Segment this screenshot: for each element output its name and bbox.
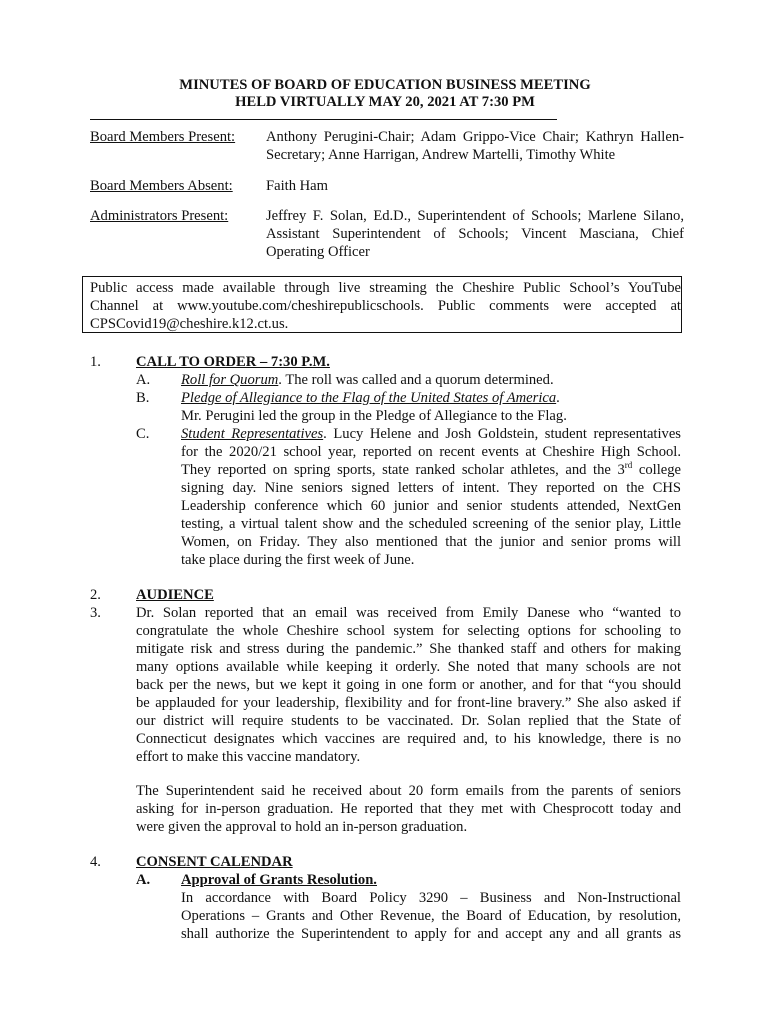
- s3p2-line: asking for in-person graduation. He reported that they met with Chesprocott today and: [136, 801, 681, 817]
- notice-line-3: CPSCovid19@cheshire.k12.ct.us.: [90, 316, 289, 332]
- item-1c-line-6: testing, a virtual talent show and the scheduled screening of the senior play, Little: [181, 516, 681, 532]
- s3p1-line: mitigate risk and stress during the pandemic.” She thanked staff and others for making: [136, 641, 681, 657]
- item-1b-title: Pledge of Allegiance to the Flag of the United States of America: [181, 390, 557, 406]
- document-title: [90, 77, 680, 111]
- item-1c-line-4: signing day. Nine seniors signed letters of intent. They reported on the CHS: [181, 480, 681, 496]
- notice-line-2: Channel at www.youtube.com/cheshirepublicschools. Public comments were accepted at: [90, 298, 681, 314]
- section-3-paragraph-2: [136, 782, 681, 836]
- title-line-2: HELD VIRTUALLY MAY 20, 2021 AT 7:30 PM: [235, 94, 535, 110]
- s3p1-line: congratulate the whole Cheshire school system for selecting options for schooling to: [136, 623, 681, 639]
- admin-present-label: Administrators Present:: [90, 208, 229, 224]
- s3p1-line: be applauded for your leadership, flexibility and for front-line bravery.” She also asked if: [136, 695, 681, 711]
- item-1c-line-1: Student Representatives. Lucy Helene and Josh Goldstein, student representatives: [181, 426, 681, 442]
- board-present-label: Board Members Present:: [90, 129, 236, 145]
- item-1b: [181, 389, 681, 425]
- s3p1-line: back per the news, but we kept it going in one form or another, and for that “you should: [136, 677, 681, 693]
- item-4a-line: In accordance with Board Policy 3290 – Business and Non-Instructional: [181, 890, 681, 906]
- item-1c-line-2: for the 2020/21 school year, reported on recent events at Cheshire High School.: [181, 444, 681, 460]
- s3p1-line: our district will require students to be vaccinated. Dr. Solan replied that the State of: [136, 713, 681, 729]
- item-4a: [181, 871, 681, 943]
- section-4-heading: CONSENT CALENDAR: [136, 854, 293, 870]
- section-3-number: 3.: [90, 605, 101, 621]
- title-line-1: MINUTES OF BOARD OF EDUCATION BUSINESS MEETING: [179, 77, 591, 93]
- item-1a-text: . The roll was called and a quorum determined.: [278, 372, 554, 388]
- s3p1-line: many options available while keeping it orderly. She noted that many schools are not: [136, 659, 681, 675]
- item-1c-title: Student Representatives: [181, 426, 324, 442]
- notice-line-1: Public access made available through live streaming the Cheshire Public School’s YouTube: [90, 280, 681, 296]
- section-4-number: 4.: [90, 854, 101, 870]
- item-1b-letter: B.: [136, 390, 150, 406]
- board-absent-label: Board Members Absent:: [90, 178, 233, 194]
- title-divider: [90, 119, 557, 120]
- s3p1-line: Dr. Solan reported that an email was received from Emily Danese who “wanted to: [136, 605, 681, 621]
- board-present-value: Anthony Perugini-Chair; Adam Grippo-Vice Chair; Kathryn Hallen-Secretary; Anne Harrigan, Andrew Martelli, Timothy White: [266, 129, 684, 163]
- section-1-heading: CALL TO ORDER – 7:30 P.M.: [136, 354, 330, 370]
- item-1a: [181, 371, 681, 389]
- item-1c-letter: C.: [136, 426, 150, 442]
- item-1c-line-3: They reported on spring sports, state ranked scholar athletes, and the 3rd college: [181, 460, 681, 478]
- item-4a-letter: A.: [136, 872, 151, 888]
- s3p2-line: The Superintendent said he received about 20 form emails from the parents of seniors: [136, 783, 681, 799]
- item-1c-line-7: Women, on Friday. They also mentioned that the junior and senior proms will: [181, 534, 681, 550]
- item-1a-title: Roll for Quorum: [181, 372, 279, 388]
- section-2-number: 2.: [90, 587, 101, 603]
- s3p1-line: effort to make this vaccine mandatory.: [136, 749, 361, 765]
- s3p1-line: Connecticut designates which vaccines are required and, to his knowledge, there is no: [136, 731, 681, 747]
- item-1b-line-2: Mr. Perugini led the group in the Pledge of Allegiance to the Flag.: [181, 408, 567, 424]
- item-1b-text: .: [556, 390, 560, 406]
- section-3-paragraph-1: [136, 604, 681, 766]
- item-1a-letter: A.: [136, 372, 151, 388]
- section-2-heading: AUDIENCE: [136, 587, 214, 603]
- item-1c: [181, 425, 681, 569]
- public-access-notice: [82, 276, 682, 333]
- admin-present-value: Jeffrey F. Solan, Ed.D., Superintendent of Schools; Marlene Silano, Assistant Superintendent of Schools; Vincent Masciana, Chief Operating Officer: [266, 208, 684, 260]
- item-4a-line: shall authorize the Superintendent to apply for and accept any and all grants as: [181, 926, 681, 942]
- item-1c-line-5: Leadership conference which 60 junior and senior students attended, NextGen: [181, 498, 681, 514]
- item-4a-line: Operations – Grants and Other Revenue, the Board of Education, by resolution,: [181, 908, 681, 924]
- section-1-number: 1.: [90, 354, 101, 370]
- s3p2-line: were given the approval to hold an in-person graduation.: [136, 819, 468, 835]
- board-absent-value: Faith Ham: [266, 178, 329, 194]
- item-1c-line-8: take place during the first week of June.: [181, 552, 415, 568]
- item-4a-title: Approval of Grants Resolution.: [181, 872, 377, 888]
